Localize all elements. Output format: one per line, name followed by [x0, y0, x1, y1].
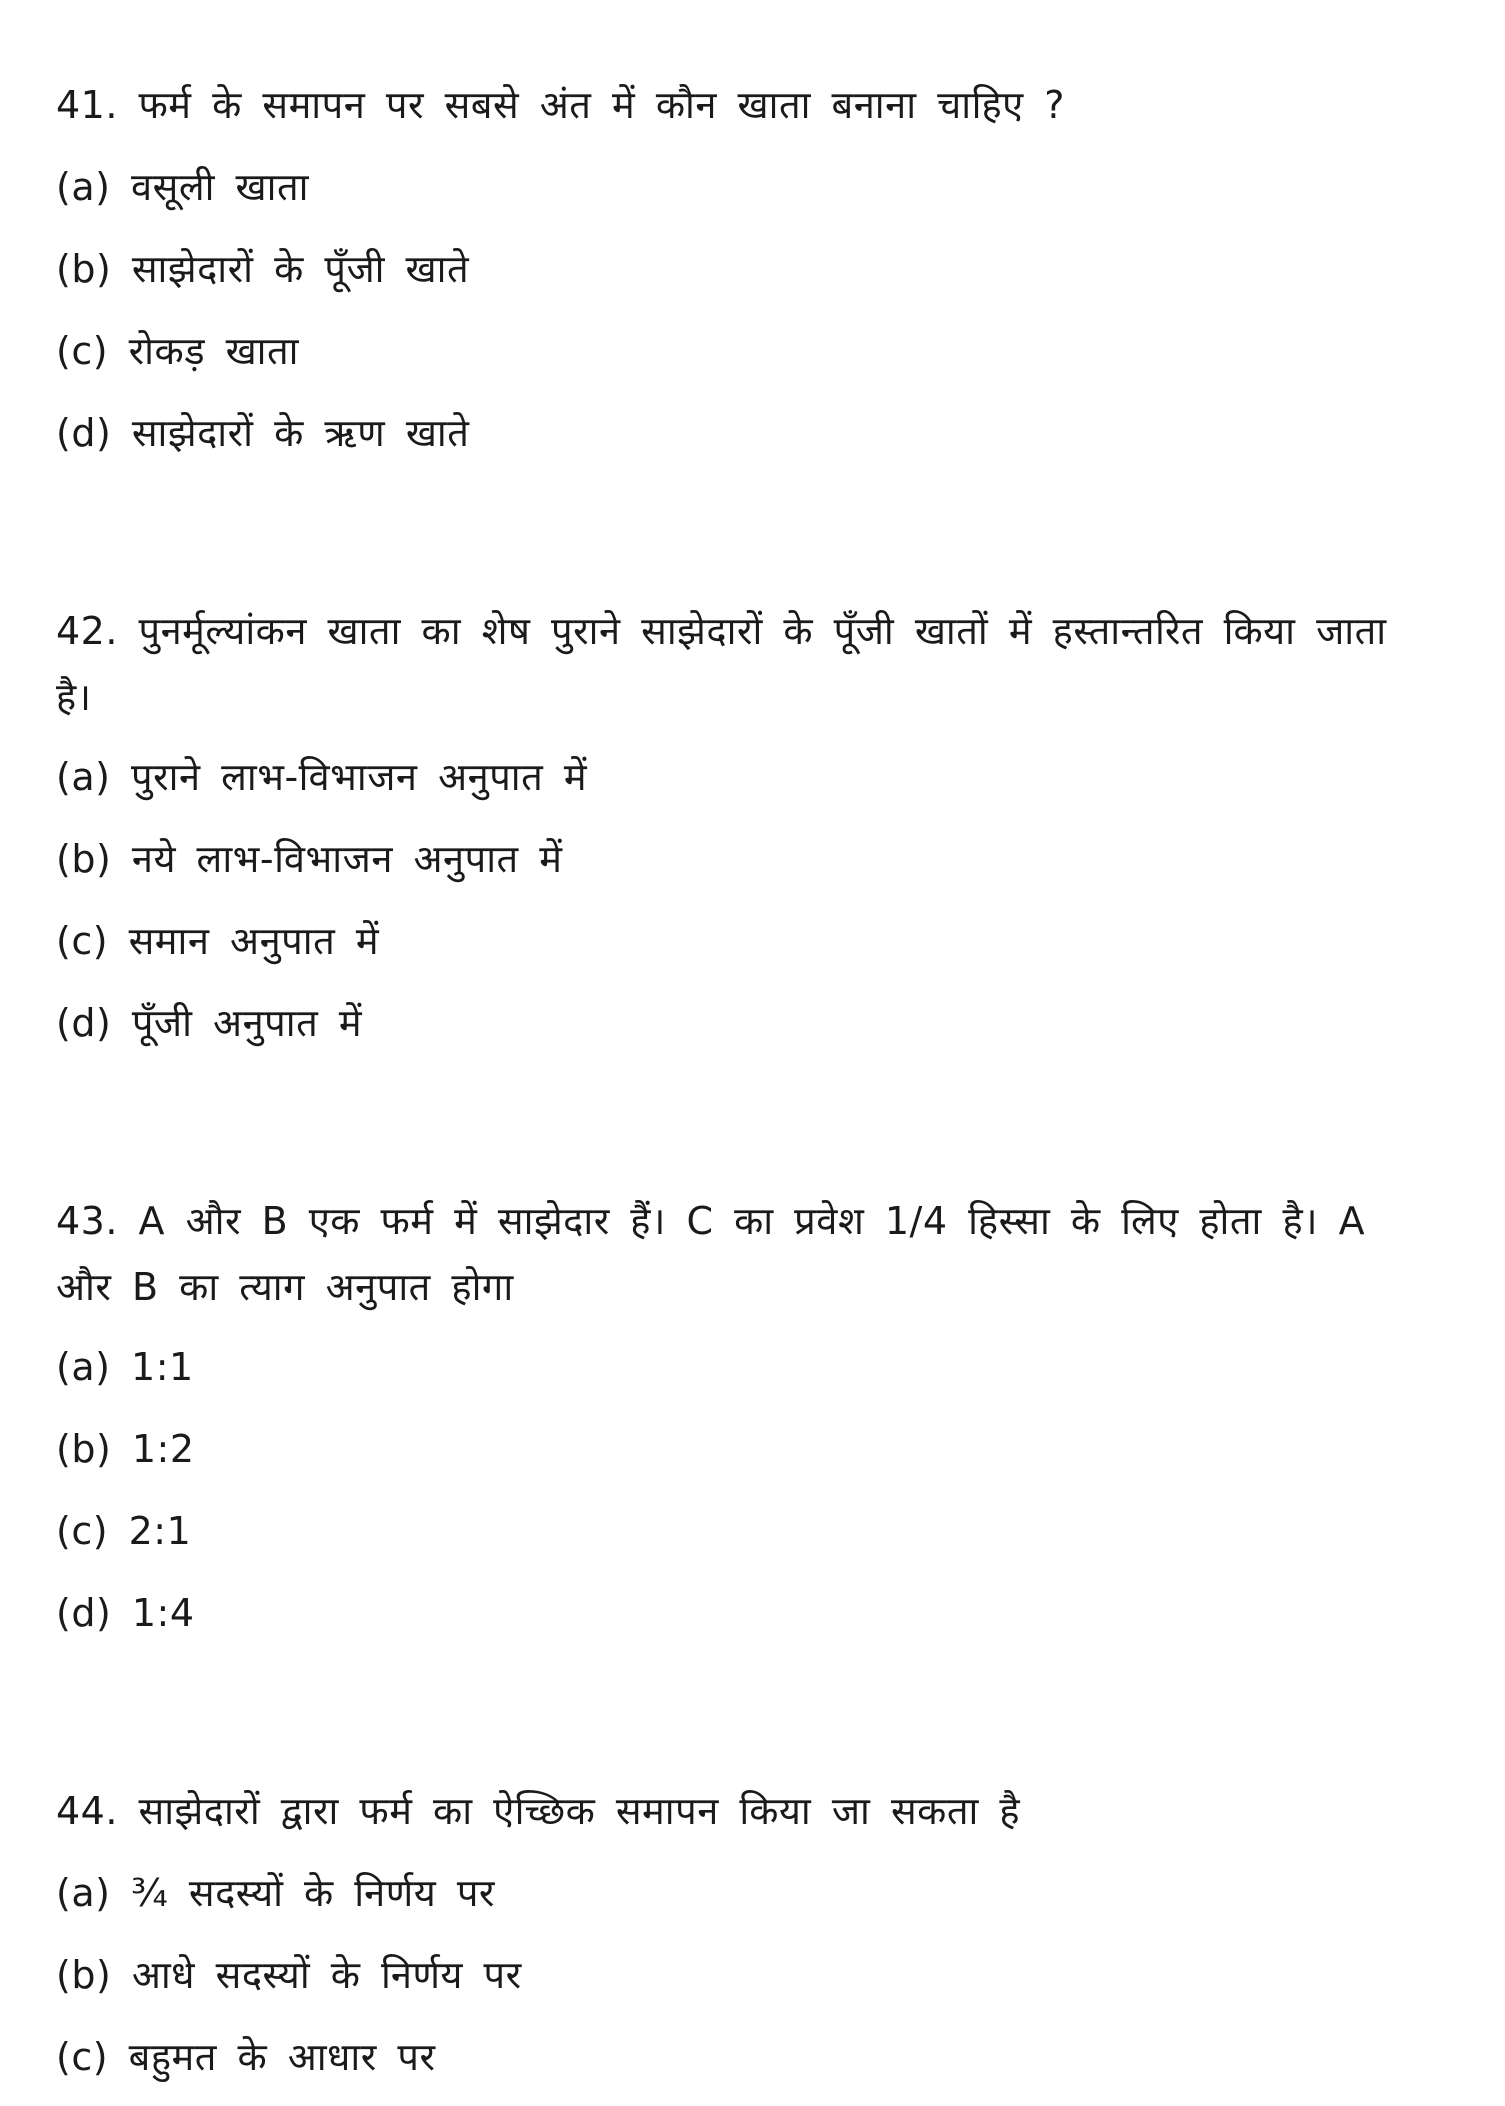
question-42: [56, 598, 1416, 1072]
question-page: [56, 72, 1416, 2106]
option-a: (a) वसूली खाता: [56, 165, 309, 209]
question-41: [56, 72, 1416, 482]
option-d: (d) पूँजी अनुपात में: [56, 1001, 363, 1045]
option-a: (a) 1:1: [56, 1345, 194, 1389]
option-d: (d) साझेदारों के ऋण खाते: [56, 411, 470, 455]
option-a: (a) ¾ सदस्यों के निर्णय पर: [56, 1871, 495, 1915]
question-44: [56, 1778, 1416, 2106]
option-b: (b) आधे सदस्यों के निर्णय पर: [56, 1953, 522, 1997]
question-text: 43. A और B एक फर्म में साझेदार हैं। C का प्रवेश 1/4 हिस्सा के लिए होता है। A और B का त्याग अनुपात होगा: [56, 1199, 1366, 1309]
spacer: [56, 482, 1416, 598]
question-43: [56, 1188, 1416, 1662]
option-c: (c) रोकड़ खाता: [56, 329, 300, 373]
spacer: [56, 1662, 1416, 1778]
question-text: 41. फर्म के समापन पर सबसे अंत में कौन खाता बनाना चाहिए ?: [56, 83, 1065, 127]
option-c: (c) समान अनुपात में: [56, 919, 380, 963]
option-c: (c) 2:1: [56, 1509, 192, 1553]
option-a: (a) पुराने लाभ-विभाजन अनुपात में: [56, 755, 588, 799]
spacer: [56, 1072, 1416, 1188]
option-b: (b) नये लाभ-विभाजन अनुपात में: [56, 837, 563, 881]
question-text: 44. साझेदारों द्वारा फर्म का ऐच्छिक समापन किया जा सकता है: [56, 1789, 1021, 1833]
option-d: (d) 1:4: [56, 1591, 195, 1635]
option-b: (b) साझेदारों के पूँजी खाते: [56, 247, 470, 291]
option-c: (c) बहुमत के आधार पर: [56, 2035, 436, 2079]
question-text: 42. पुनर्मूल्यांकन खाता का शेष पुराने साझेदारों के पूँजी खातों में हस्तान्तरित किया जाता है।: [56, 609, 1387, 719]
option-b: (b) 1:2: [56, 1427, 195, 1471]
